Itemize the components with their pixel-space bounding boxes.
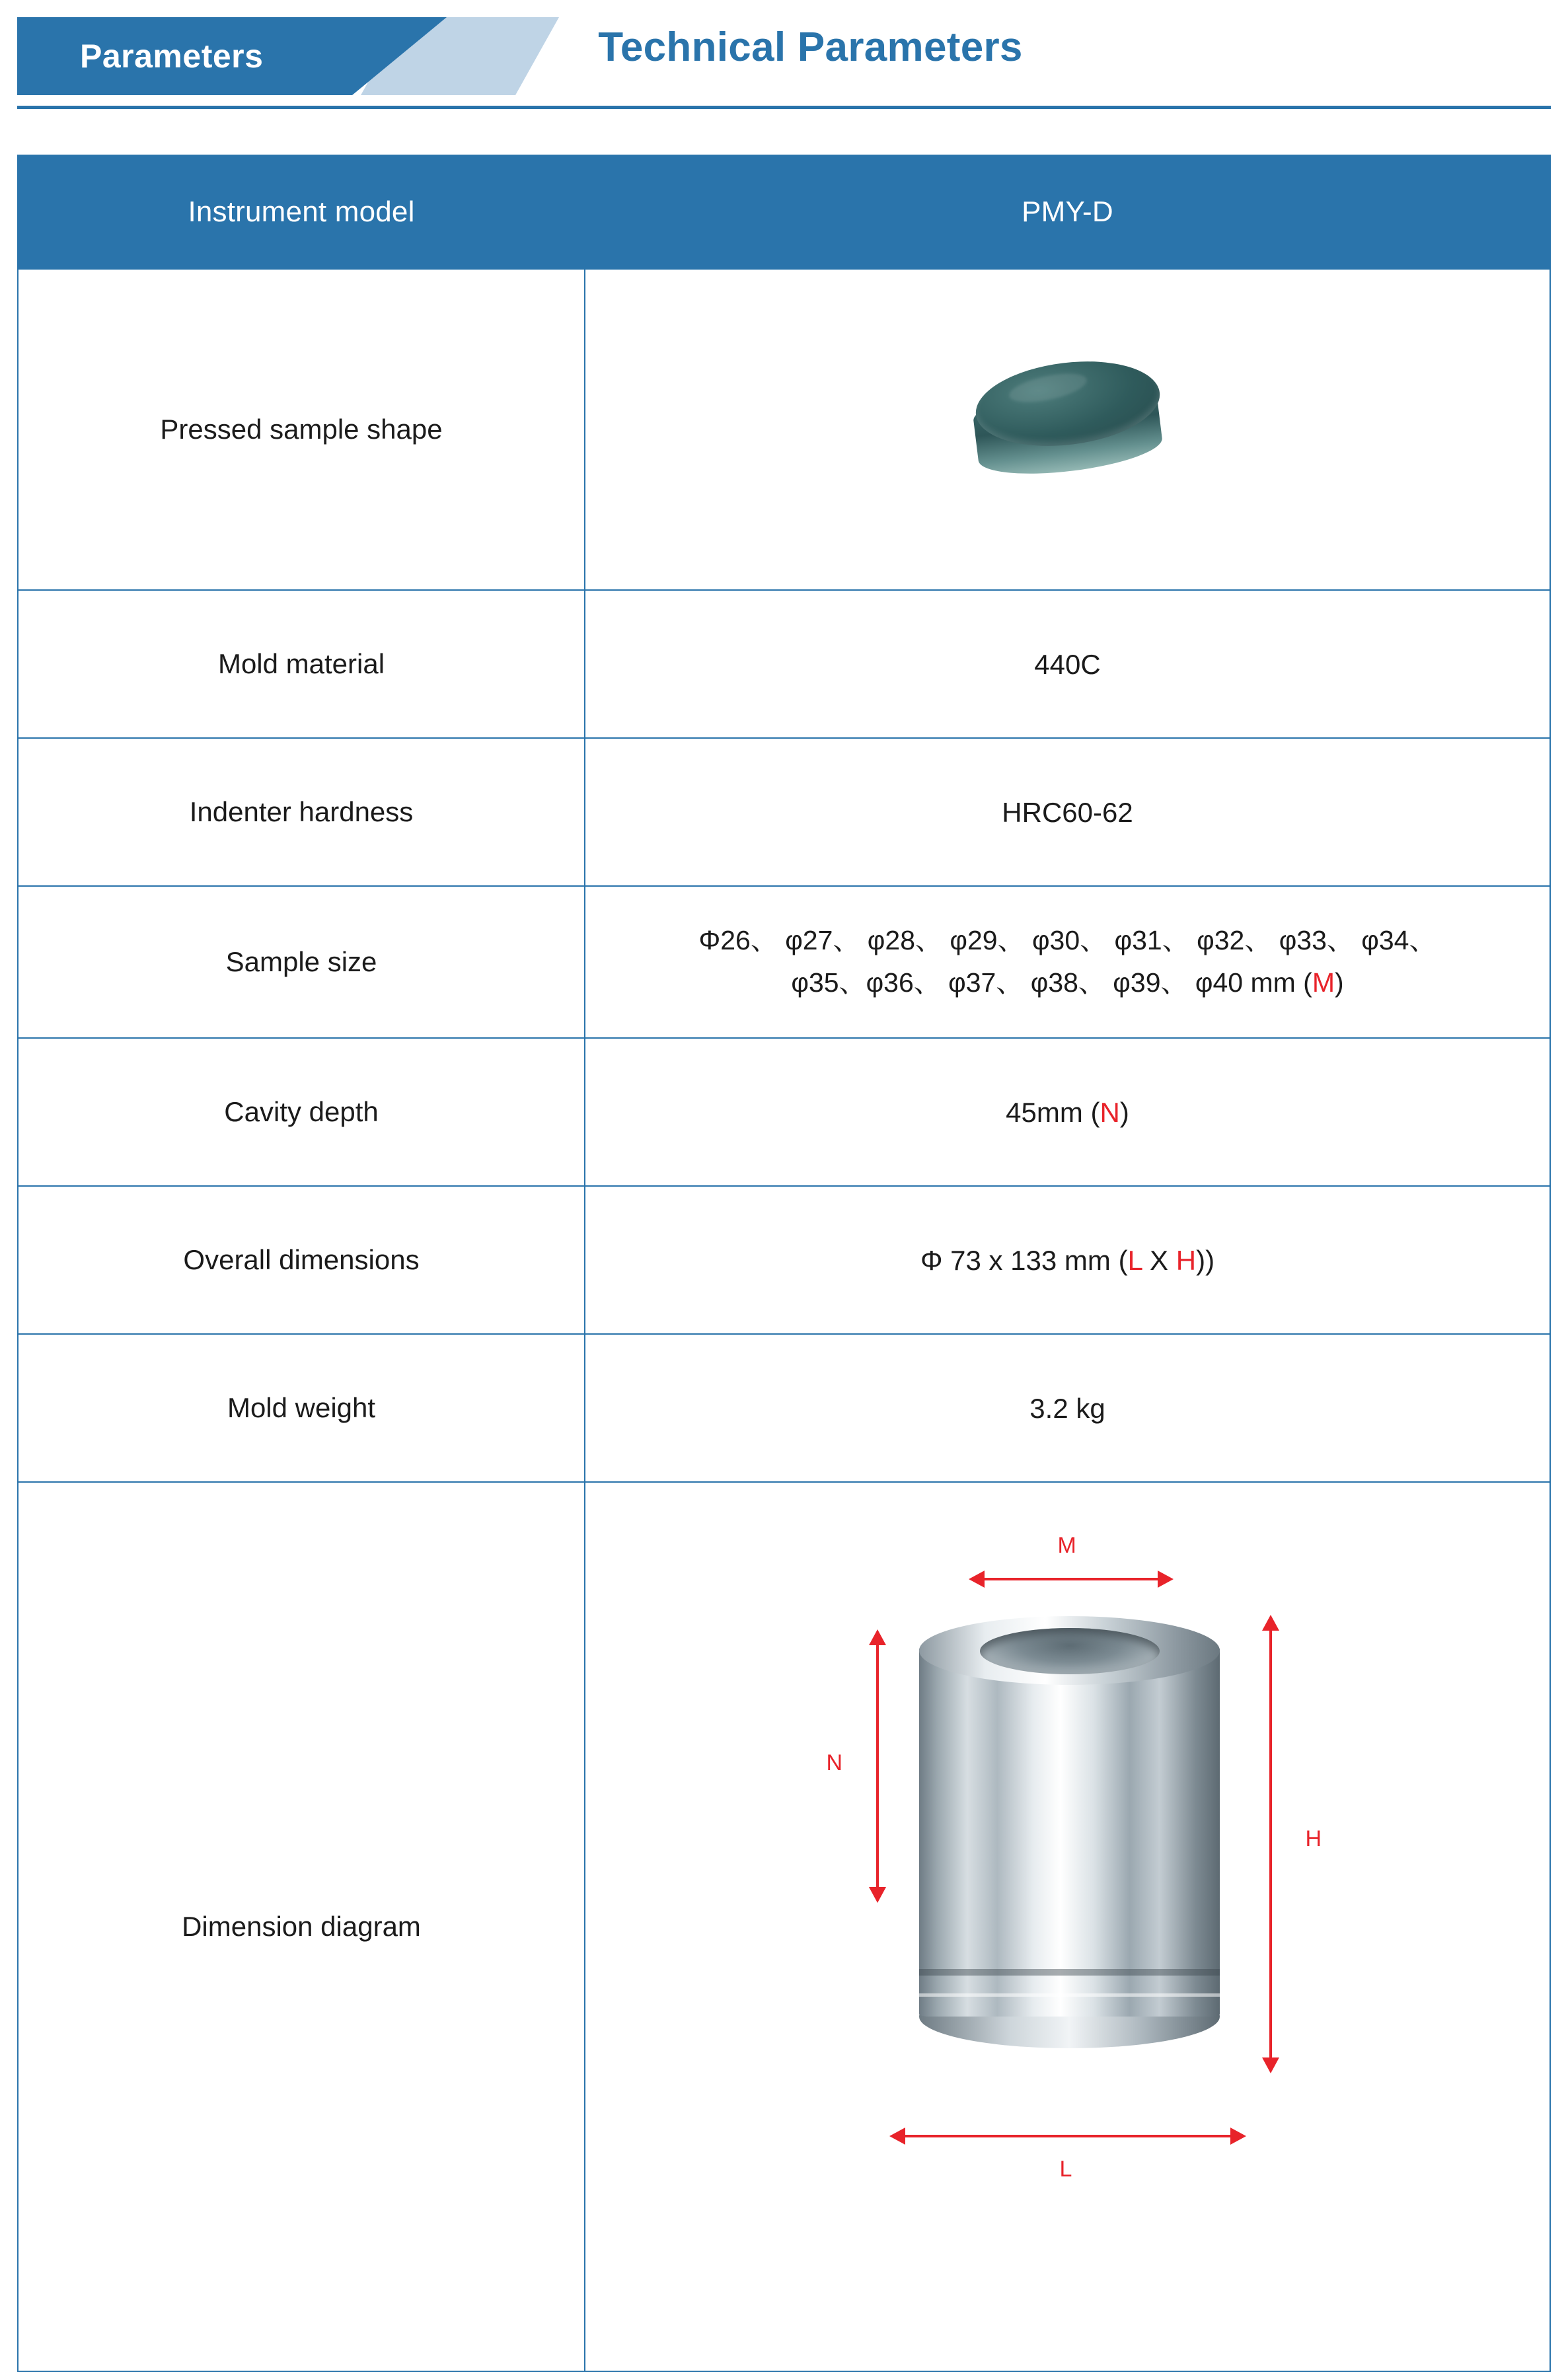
dimension-arrow-l-head-right <box>1230 2128 1246 2145</box>
row-value-sample-size <box>585 886 1550 1038</box>
dimension-arrow-n-head-down <box>869 1887 886 1903</box>
dimension-arrow-n <box>876 1644 879 1888</box>
row-label-sample-size: Sample size <box>18 886 585 1038</box>
table-row <box>18 1334 1550 1482</box>
column-header-model-value: PMY-D <box>585 155 1550 269</box>
overall-middle: X <box>1142 1244 1176 1276</box>
sample-size-line2: φ35、φ36、 φ37、 φ38、 φ39、 φ40 mm ( <box>791 967 1312 998</box>
cylinder-body <box>919 1647 1220 2017</box>
technical-parameters-table <box>17 155 1551 2372</box>
dimension-arrow-n-head-up <box>869 1629 886 1645</box>
overall-suffix: )) <box>1196 1244 1215 1276</box>
overall-prefix: Φ 73 x 133 mm ( <box>920 1244 1128 1276</box>
dimension-arrow-h <box>1269 1629 1272 2059</box>
row-value-pressed-sample-shape <box>585 269 1550 590</box>
cavity-depth-prefix: 45mm ( <box>1006 1096 1100 1128</box>
sample-size-marker-m: M <box>1312 967 1335 998</box>
dimension-arrow-m-head-left <box>969 1571 985 1588</box>
overall-marker-h: H <box>1176 1244 1197 1276</box>
cylinder-bore <box>980 1628 1160 1674</box>
row-label-mold-weight: Mold weight <box>18 1334 585 1482</box>
cavity-depth-suffix: ) <box>1119 1096 1129 1128</box>
sample-size-line2-end: ) <box>1334 967 1344 998</box>
dimension-diagram <box>612 1497 1523 2356</box>
row-label-pressed-sample-shape: Pressed sample shape <box>18 269 585 590</box>
table-row <box>18 1186 1550 1334</box>
dimension-arrow-l <box>903 2135 1233 2137</box>
page-header <box>17 0 1551 126</box>
page-title: Technical Parameters <box>598 24 1023 70</box>
dimension-arrow-h-head-up <box>1262 1615 1279 1631</box>
row-value-overall-dimensions <box>585 1186 1550 1334</box>
sample-size-line1: Φ26、 φ27、 φ28、 φ29、 φ30、 φ31、 φ32、 φ33、 φ34、 <box>698 925 1437 956</box>
table-row <box>18 590 1550 738</box>
mold-cylinder-image <box>919 1616 1220 2026</box>
dimension-label-n: N <box>826 1750 843 1775</box>
dimension-arrow-m <box>982 1578 1160 1580</box>
table-row <box>18 886 1550 1038</box>
column-header-instrument-model: Instrument model <box>18 155 585 269</box>
row-label-mold-material: Mold material <box>18 590 585 738</box>
table-row <box>18 738 1550 886</box>
dimension-arrow-m-head-right <box>1158 1571 1174 1588</box>
header-divider <box>17 106 1551 109</box>
row-label-dimension-diagram: Dimension diagram <box>18 1482 585 2371</box>
table-row <box>18 1482 1550 2371</box>
dimension-label-l: L <box>1059 2157 1072 2182</box>
cavity-depth-marker-n: N <box>1100 1096 1120 1128</box>
table-row <box>18 269 1550 590</box>
dimension-label-m: M <box>1057 1533 1076 1558</box>
dimension-label-h: H <box>1305 1826 1322 1851</box>
row-value-dimension-diagram <box>585 1482 1550 2371</box>
overall-marker-l: L <box>1127 1244 1142 1276</box>
dimension-arrow-h-head-down <box>1262 2057 1279 2073</box>
table-row <box>18 1038 1550 1186</box>
row-value-indenter-hardness: HRC60-62 <box>585 738 1550 886</box>
row-label-cavity-depth: Cavity depth <box>18 1038 585 1186</box>
row-value-cavity-depth <box>585 1038 1550 1186</box>
table-header-row <box>18 155 1550 269</box>
row-value-mold-material: 440C <box>585 590 1550 738</box>
dimension-arrow-l-head-left <box>889 2128 905 2145</box>
row-label-indenter-hardness: Indenter hardness <box>18 738 585 886</box>
pressed-sample-puck <box>612 284 1523 575</box>
row-label-overall-dimensions: Overall dimensions <box>18 1186 585 1334</box>
row-value-mold-weight: 3.2 kg <box>585 1334 1550 1482</box>
header-tab-label: Parameters <box>80 38 264 75</box>
